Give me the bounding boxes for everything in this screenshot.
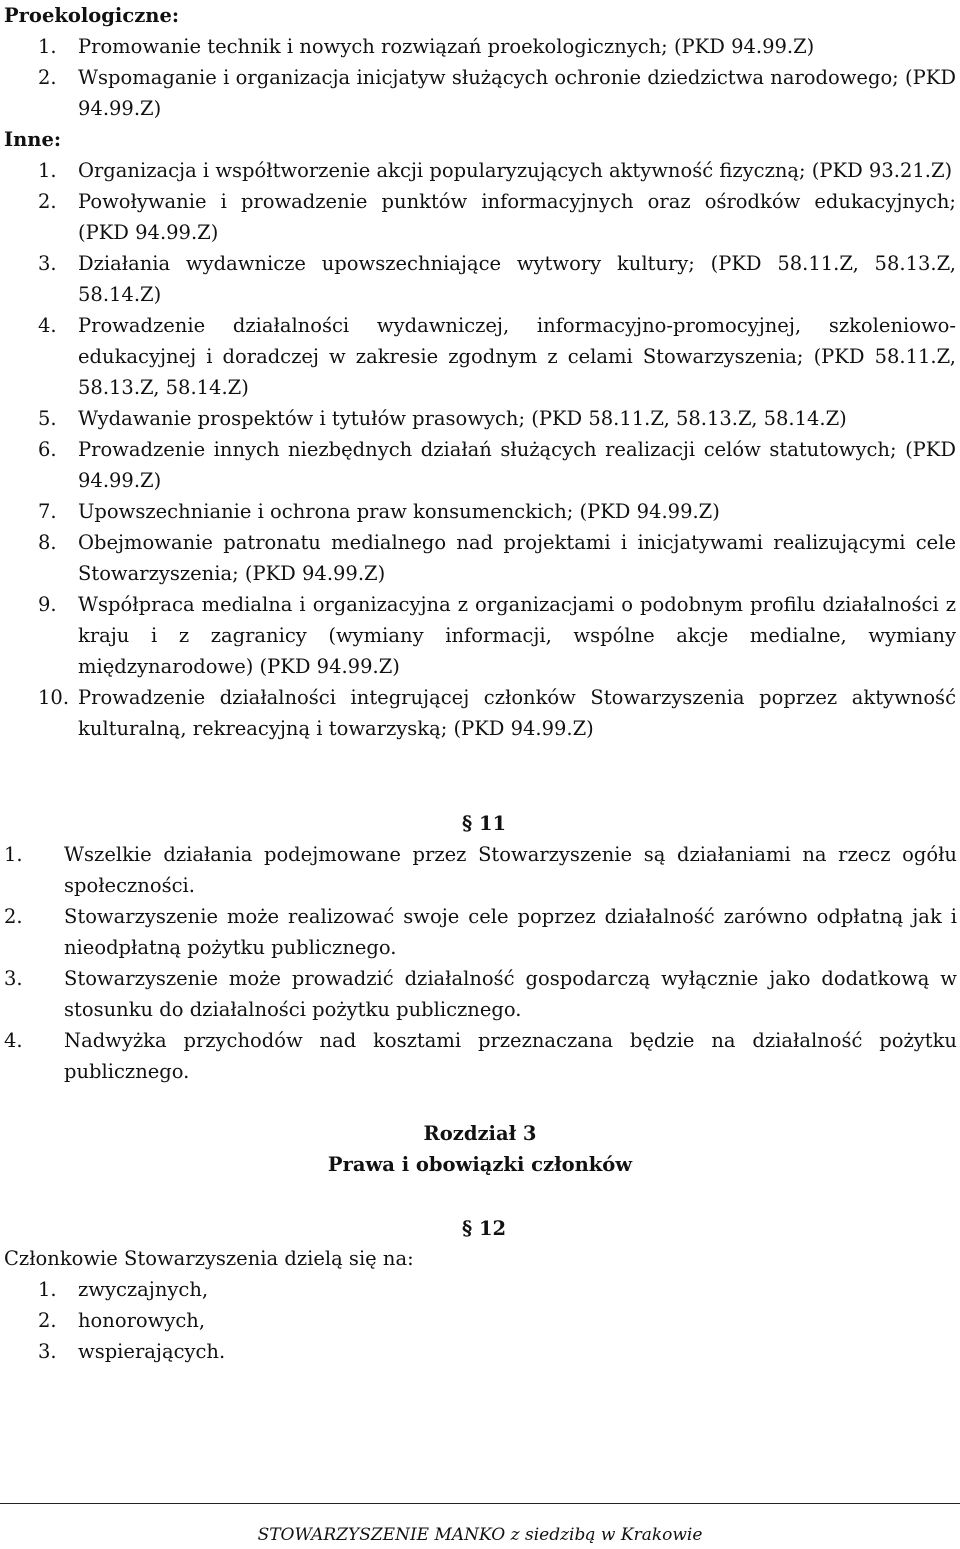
item-text: Współpraca medialna i organizacyjna z organizacjami o podobnym profilu działalności z kraju i z zagranicy (wymiany informacji, wspólne akcje medialne, wymiany międzynarodowe) (PKD 94.99.Z) [78, 593, 956, 678]
list-item [38, 527, 956, 589]
item-number: 1. [38, 35, 57, 58]
item-number: 3. [4, 967, 23, 990]
list-item [38, 1336, 956, 1367]
list-item [4, 901, 957, 963]
item-text: Prowadzenie działalności integrującej członków Stowarzyszenia poprzez aktywność kulturalną, rekreacyjną i towarzyską; (PKD 94.99.Z) [78, 686, 956, 740]
list-item [4, 839, 957, 901]
item-text: wspierających. [78, 1340, 226, 1363]
list-item [38, 31, 956, 62]
list-item [38, 186, 956, 248]
item-text: Stowarzyszenie może realizować swoje cele poprzez działalność zarówno odpłatną jak i nieodpłatną pożytku publicznego. [64, 905, 957, 959]
list-item [4, 963, 957, 1025]
item-text: Upowszechnianie i ochrona praw konsumenckich; (PKD 94.99.Z) [78, 500, 720, 523]
item-text: zwyczajnych, [78, 1278, 209, 1301]
section-mark-12: § 12 [462, 1217, 507, 1240]
item-text: Nadwyżka przychodów nad kosztami przeznaczana będzie na działalność pożytku publicznego. [64, 1029, 957, 1083]
section-12-intro: Członkowie Stowarzyszenia dzielą się na: [4, 1247, 414, 1270]
item-text: Wspomaganie i organizacja inicjatyw służących ochronie dziedzictwa narodowego; (PKD 94.99.Z) [78, 66, 956, 120]
list-item [38, 310, 956, 403]
page-footer: STOWARZYSZENIE MANKO z siedzibą w Krakowie [257, 1525, 703, 1545]
item-number: 2. [38, 66, 57, 89]
item-text: honorowych, [78, 1309, 206, 1332]
list-item [38, 1305, 956, 1336]
item-number: 1. [38, 159, 57, 182]
section-mark-11: § 11 [462, 812, 507, 835]
list-item [38, 62, 956, 124]
item-number: 3. [38, 252, 57, 275]
item-number: 2. [38, 1309, 57, 1332]
item-text: Prowadzenie działalności wydawniczej, informacyjno-promocyjnej, szkoleniowo-edukacyjnej i doradczej w zakresie zgodnym z celami Stowarzyszenia; (PKD 58.11.Z, 58.13.Z, 58.14.Z) [78, 314, 956, 399]
list-proekologiczne [38, 31, 956, 124]
item-number: 4. [4, 1029, 23, 1052]
item-text: Stowarzyszenie może prowadzić działalność gospodarczą wyłącznie jako dodatkową w stosunku do działalności pożytku publicznego. [64, 967, 957, 1021]
item-number: 5. [38, 407, 57, 430]
item-number: 1. [38, 1278, 57, 1301]
item-number: 4. [38, 314, 57, 337]
item-text: Powoływanie i prowadzenie punktów informacyjnych oraz ośrodków edukacyjnych; (PKD 94.99.Z) [78, 190, 956, 244]
item-number: 9. [38, 593, 57, 616]
item-number: 8. [38, 531, 57, 554]
item-text: Obejmowanie patronatu medialnego nad projektami i inicjatywami realizującymi cele Stowarzyszenia; (PKD 94.99.Z) [78, 531, 956, 585]
list-item [38, 434, 956, 496]
chapter-title: Prawa i obowiązki członków [327, 1153, 633, 1176]
list-section-11 [4, 839, 957, 1087]
item-number: 2. [4, 905, 23, 928]
footer-divider [0, 1503, 960, 1504]
item-text: Wszelkie działania podejmowane przez Stowarzyszenie są działaniami na rzecz ogółu społeczności. [64, 843, 957, 897]
list-inne [38, 155, 956, 744]
item-number: 1. [4, 843, 23, 866]
item-text: Działania wydawnicze upowszechniające wytwory kultury; (PKD 58.11.Z, 58.13.Z, 58.14.Z) [78, 252, 956, 306]
list-section-12 [38, 1274, 956, 1367]
item-text: Promowanie technik i nowych rozwiązań proekologicznych; (PKD 94.99.Z) [78, 35, 815, 58]
item-number: 10. [38, 686, 70, 709]
item-number: 7. [38, 500, 57, 523]
group-heading-proekologiczne: Proekologiczne: [4, 4, 180, 27]
list-item [38, 1274, 956, 1305]
list-item [38, 496, 956, 527]
list-item [4, 1025, 957, 1087]
item-text: Organizacja i współtworzenie akcji popularyzujących aktywność fizyczną; (PKD 93.21.Z) [78, 159, 953, 182]
list-item [38, 248, 956, 310]
list-item [38, 155, 956, 186]
item-number: 3. [38, 1340, 57, 1363]
chapter-number: Rozdział 3 [423, 1122, 537, 1145]
item-text: Wydawanie prospektów i tytułów prasowych; (PKD 58.11.Z, 58.13.Z, 58.14.Z) [78, 407, 847, 430]
group-heading-inne: Inne: [4, 128, 62, 151]
list-item [38, 682, 956, 744]
item-number: 2. [38, 190, 57, 213]
item-number: 6. [38, 438, 57, 461]
list-item [38, 589, 956, 682]
list-item [38, 403, 956, 434]
item-text: Prowadzenie innych niezbędnych działań służących realizacji celów statutowych; (PKD 94.99.Z) [78, 438, 956, 492]
